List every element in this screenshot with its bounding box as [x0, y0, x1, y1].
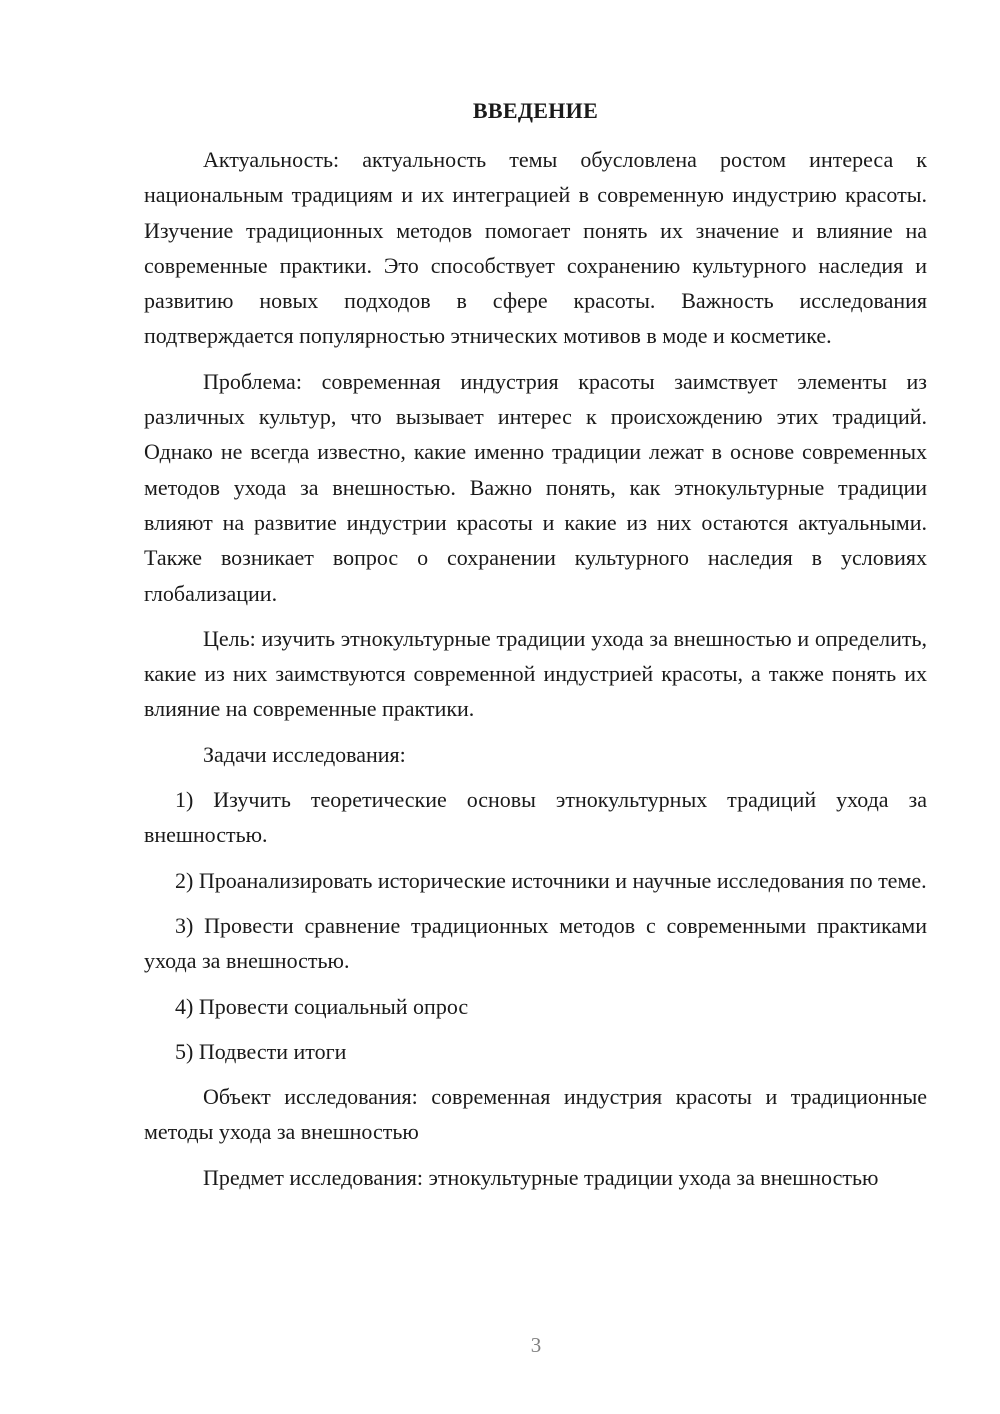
list-item: 5) Подвести итоги — [175, 1038, 347, 1064]
page-number: 3 — [530, 1333, 542, 1357]
list-item: 3) Провести сравнение традиционных методов с современными практиками ухода за внешностью. — [144, 912, 927, 974]
document-page — [144, 96, 927, 1195]
paragraph-goal: Цель: изучить этнокультурные традиции ухода за внешностью и определить, какие из них заимствуются современной индустрией красоты, а также понять их влияние на современные практики. — [144, 625, 927, 722]
list-item: 4) Провести социальный опрос — [175, 993, 469, 1019]
list-item: 1) Изучить теоретические основы этнокультурных традиций ухода за внешностью. — [144, 787, 927, 848]
paragraph-object: Объект исследования: современная индустрия красоты и традиционные методы ухода за внешностью — [144, 1084, 927, 1145]
tasks-list — [144, 782, 927, 1069]
list-item: 2) Проанализировать исторические источники и научные исследования по теме. — [175, 867, 927, 893]
paragraph-subject: Предмет исследования: этнокультурные традиции ухода за внешностью — [203, 1164, 879, 1190]
tasks-heading: Задачи исследования: — [203, 741, 406, 767]
page-title: ВВЕДЕНИЕ — [472, 98, 599, 123]
paragraph-problem: Проблема: современная индустрия красоты заимствует элементы из различных культур, что вызывает интерес к происхождению этих традиций. Однако не всегда известно, какие именно традиции лежат в основе современных методов ухода за внешностью. Важно понять, как этнокультурные традиции влияют на развитие индустрии красоты и какие из них остаются актуальными. Также возникает вопрос о сохранении культурного наследия в условиях глобализации. — [144, 368, 927, 606]
paragraph-relevance: Актуальность: актуальность темы обусловлена ростом интереса к национальным традициям и их интеграцией в современную индустрию красоты. Изучение традиционных методов помогает понять их значение и влияние на современные практики. Это способствует сохранению культурного наследия и развитию новых подходов в сфере красоты. Важность исследования подтверждается популярностью этнических мотивов в моде и косметике. — [144, 147, 927, 349]
